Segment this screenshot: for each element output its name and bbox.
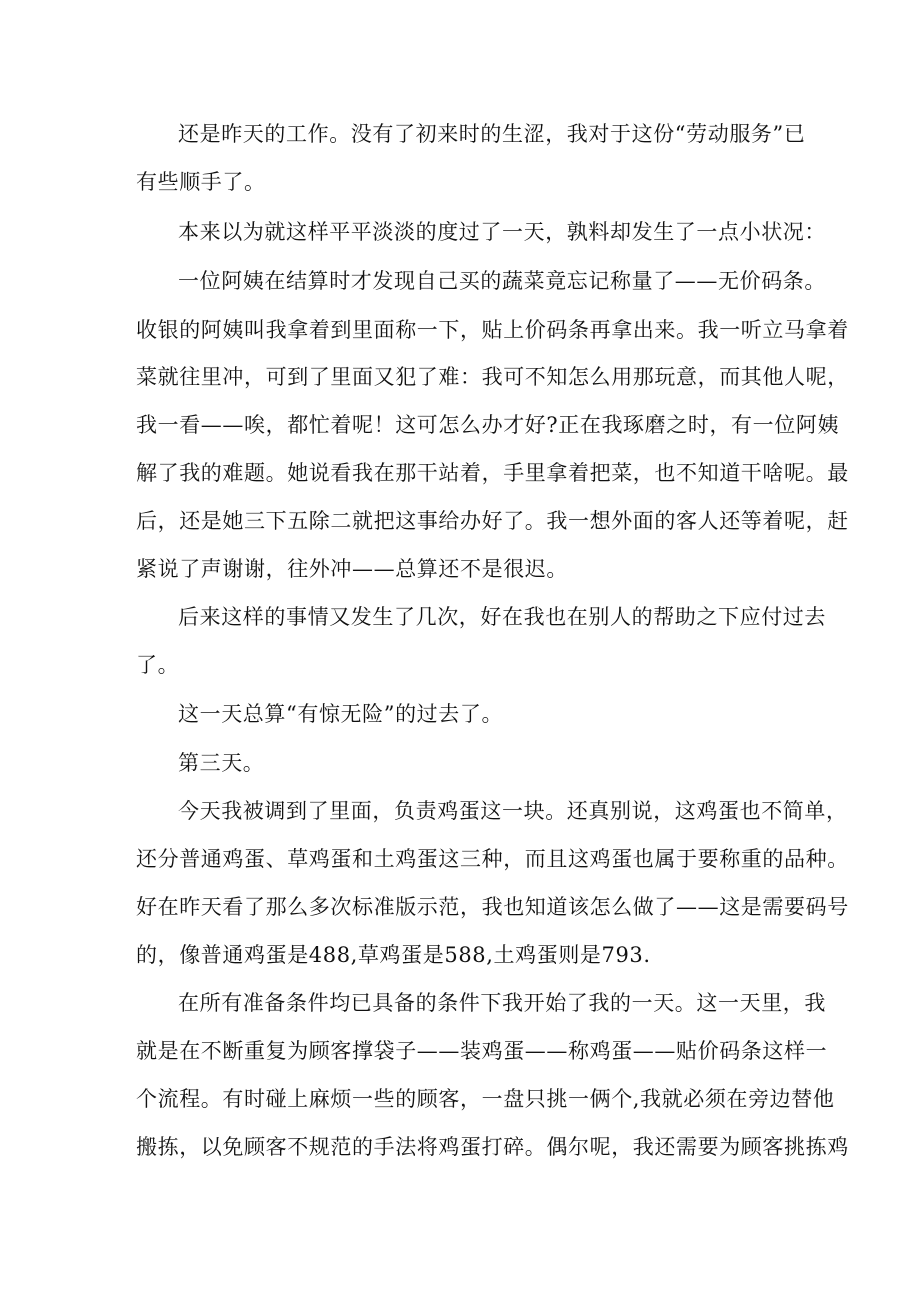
text-line: 今天我被调到了里面，负责鸡蛋这一块。还真别说，这鸡蛋也不简单， (178, 799, 848, 823)
text-line: 一位阿姨在结算时才发现自己买的蔬菜竟忘记称量了——无价码条。 (178, 269, 826, 293)
text-line: 这一天总算“有惊无险”的过去了。 (178, 702, 504, 726)
text-line: 搬拣，以免顾客不规范的手法将鸡蛋打碎。偶尔呢，我还需要为顾客挑拣鸡 (136, 1135, 849, 1159)
text-line: 好在昨天看了那么多次标准版示范，我也知道该怎么做了——这是需要码号 (136, 895, 849, 919)
text-line: 还是昨天的工作。没有了初来时的生涩，我对于这份“劳动服务”已 (178, 122, 806, 146)
text-line: 我一看——唉，都忙着呢！这可怎么办才好?正在我琢磨之时，有一位阿姨 (136, 413, 840, 437)
text-line: 后，还是她三下五除二就把这事给办好了。我一想外面的客人还等着呢，赶 (136, 509, 849, 533)
text-line: 的，像普通鸡蛋是488,草鸡蛋是588,土鸡蛋则是793. (136, 943, 651, 967)
text-line: 第三天。 (178, 751, 265, 775)
text-line: 后来这样的事情又发生了几次，好在我也在别人的帮助之下应付过去 (178, 605, 826, 629)
text-line: 菜就往里冲，可到了里面又犯了难：我可不知怎么用那玩意，而其他人呢， (136, 365, 849, 389)
text-line: 收银的阿姨叫我拿着到里面称一下，贴上价码条再拿出来。我一听立马拿着 (136, 318, 849, 342)
text-line: 解了我的难题。她说看我在那干站着，手里拿着把菜，也不知道干啥呢。最 (136, 461, 849, 485)
text-line: 有些顺手了。 (136, 170, 266, 194)
text-line: 在所有准备条件均已具备的条件下我开始了我的一天。这一天里，我 (178, 991, 826, 1015)
text-line: 就是在不断重复为顾客撑袋子——装鸡蛋——称鸡蛋——贴价码条这样一 (136, 1039, 828, 1063)
text-line: 本来以为就这样平平淡淡的度过了一天，孰料却发生了一点小状况： (178, 220, 826, 244)
text-line: 个流程。有时碰上麻烦一些的顾客，一盘只挑一俩个,我就必须在旁边替他 (136, 1087, 835, 1111)
text-line: 紧说了声谢谢，往外冲——总算还不是很迟。 (136, 557, 568, 581)
text-line: 了。 (136, 653, 180, 677)
text-line: 还分普通鸡蛋、草鸡蛋和土鸡蛋这三种，而且这鸡蛋也属于要称重的品种。 (136, 847, 849, 871)
